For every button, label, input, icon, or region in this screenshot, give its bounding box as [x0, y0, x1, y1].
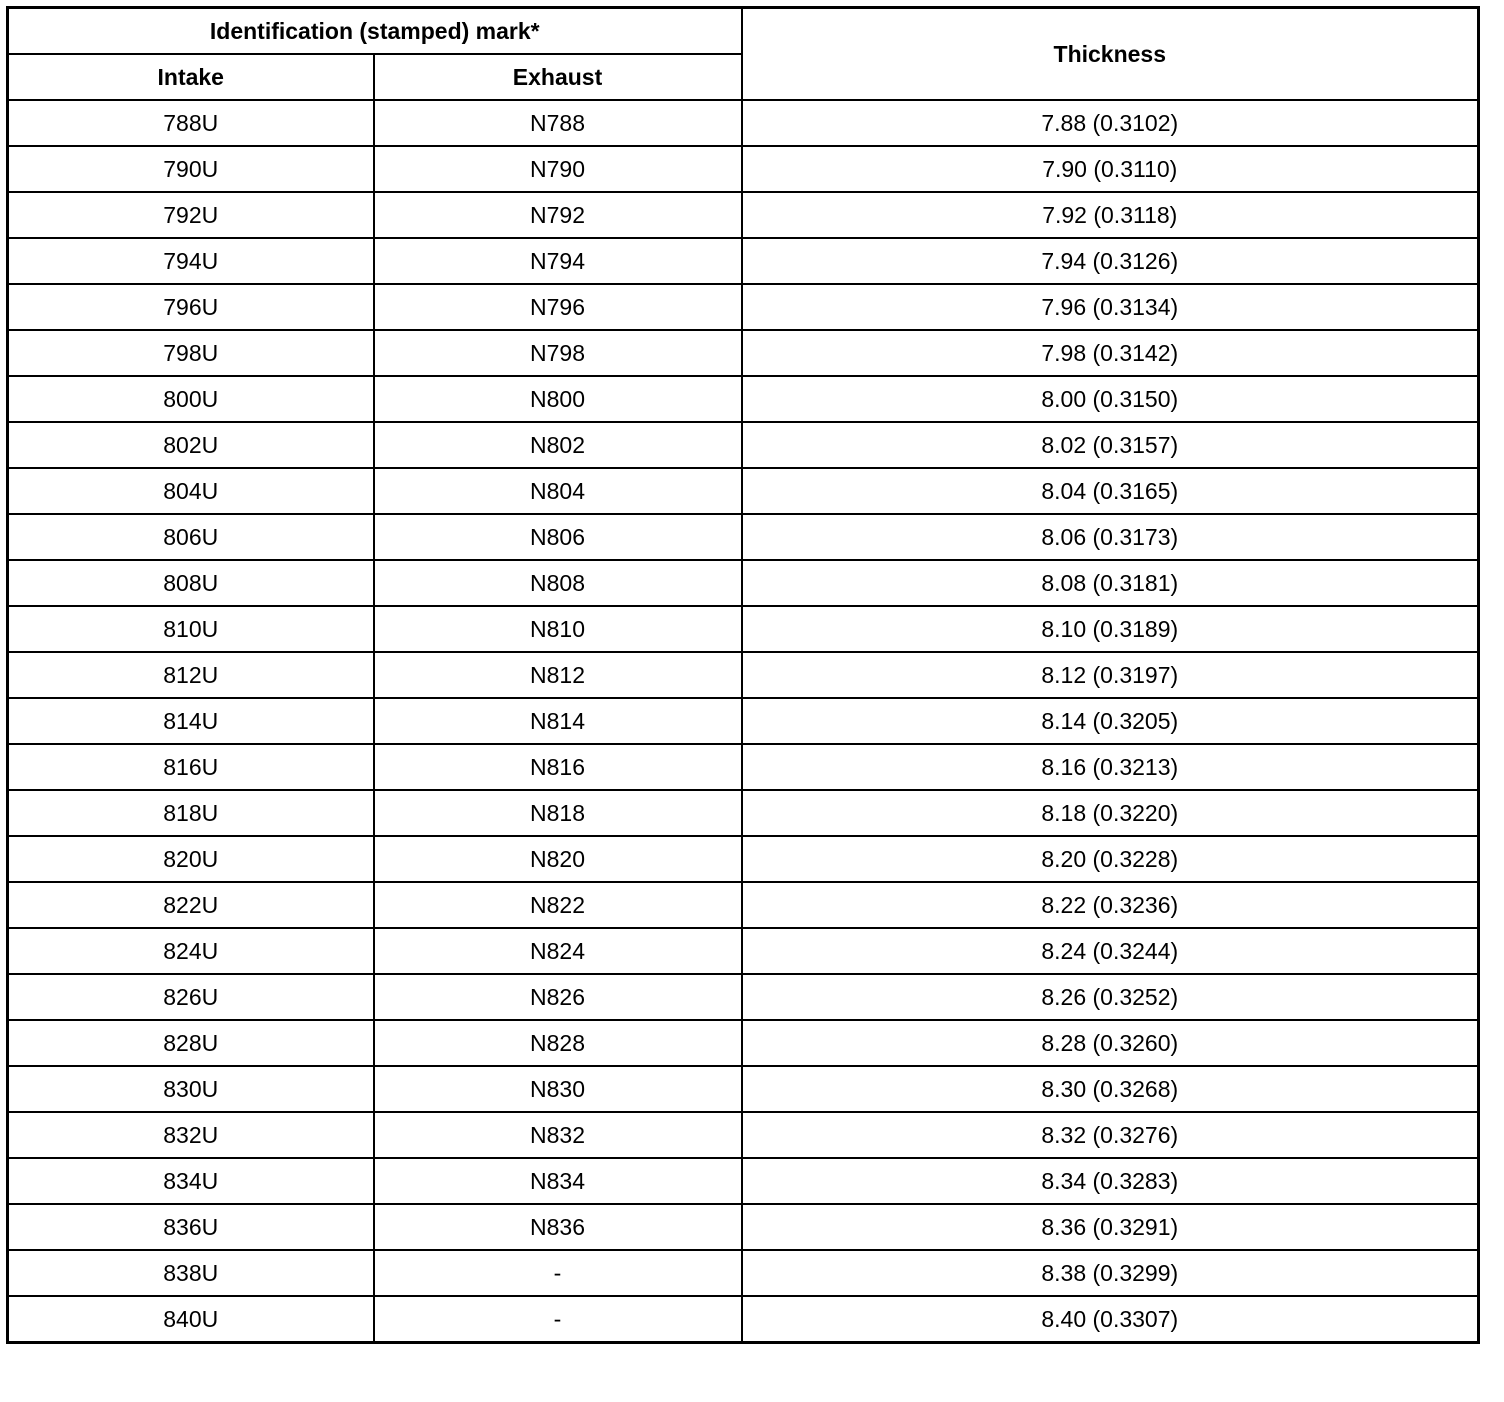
exhaust-cell: N828 — [374, 1020, 742, 1066]
thickness-cell: 8.16 (0.3213) — [742, 744, 1479, 790]
thickness-cell: 8.04 (0.3165) — [742, 468, 1479, 514]
thickness-cell: 7.90 (0.3110) — [742, 146, 1479, 192]
intake-cell: 796U — [8, 284, 374, 330]
exhaust-cell: N794 — [374, 238, 742, 284]
intake-cell: 830U — [8, 1066, 374, 1112]
exhaust-cell: N836 — [374, 1204, 742, 1250]
intake-cell: 832U — [8, 1112, 374, 1158]
table-row — [8, 468, 1479, 514]
thickness-cell: 8.22 (0.3236) — [742, 882, 1479, 928]
thickness-cell: 7.92 (0.3118) — [742, 192, 1479, 238]
intake-cell: 824U — [8, 928, 374, 974]
exhaust-cell: N816 — [374, 744, 742, 790]
table-row — [8, 652, 1479, 698]
thickness-cell: 8.18 (0.3220) — [742, 790, 1479, 836]
table-row — [8, 1296, 1479, 1343]
exhaust-cell: - — [374, 1296, 742, 1343]
intake-cell: 818U — [8, 790, 374, 836]
thickness-cell: 8.08 (0.3181) — [742, 560, 1479, 606]
exhaust-cell: N802 — [374, 422, 742, 468]
exhaust-cell: N810 — [374, 606, 742, 652]
thickness-cell: 7.94 (0.3126) — [742, 238, 1479, 284]
thickness-cell: 7.96 (0.3134) — [742, 284, 1479, 330]
exhaust-cell: N824 — [374, 928, 742, 974]
exhaust-cell: N826 — [374, 974, 742, 1020]
exhaust-cell: N820 — [374, 836, 742, 882]
intake-cell: 828U — [8, 1020, 374, 1066]
table-row — [8, 1020, 1479, 1066]
intake-cell: 826U — [8, 974, 374, 1020]
intake-cell: 836U — [8, 1204, 374, 1250]
table-row — [8, 1112, 1479, 1158]
thickness-cell: 7.98 (0.3142) — [742, 330, 1479, 376]
intake-cell: 822U — [8, 882, 374, 928]
intake-cell: 814U — [8, 698, 374, 744]
intake-cell: 794U — [8, 238, 374, 284]
thickness-cell: 8.14 (0.3205) — [742, 698, 1479, 744]
table-row — [8, 1158, 1479, 1204]
intake-cell: 812U — [8, 652, 374, 698]
thickness-cell: 8.06 (0.3173) — [742, 514, 1479, 560]
table-row — [8, 882, 1479, 928]
thickness-cell: 8.38 (0.3299) — [742, 1250, 1479, 1296]
intake-cell: 838U — [8, 1250, 374, 1296]
table-row — [8, 376, 1479, 422]
exhaust-cell: N806 — [374, 514, 742, 560]
intake-cell: 816U — [8, 744, 374, 790]
exhaust-cell: N800 — [374, 376, 742, 422]
table-body — [8, 100, 1479, 1343]
exhaust-cell: N822 — [374, 882, 742, 928]
exhaust-cell: N798 — [374, 330, 742, 376]
table-header — [8, 8, 1479, 101]
exhaust-cell: N808 — [374, 560, 742, 606]
thickness-cell: 8.00 (0.3150) — [742, 376, 1479, 422]
exhaust-cell: N832 — [374, 1112, 742, 1158]
table-row — [8, 1066, 1479, 1112]
table-row — [8, 146, 1479, 192]
thickness-table — [6, 6, 1480, 1344]
thickness-cell: 8.36 (0.3291) — [742, 1204, 1479, 1250]
thickness-cell: 8.02 (0.3157) — [742, 422, 1479, 468]
exhaust-header: Exhaust — [374, 54, 742, 100]
thickness-cell: 8.28 (0.3260) — [742, 1020, 1479, 1066]
intake-cell: 788U — [8, 100, 374, 146]
intake-cell: 808U — [8, 560, 374, 606]
exhaust-cell: N814 — [374, 698, 742, 744]
exhaust-cell: N792 — [374, 192, 742, 238]
exhaust-cell: N830 — [374, 1066, 742, 1112]
intake-cell: 810U — [8, 606, 374, 652]
intake-cell: 790U — [8, 146, 374, 192]
table-row — [8, 100, 1479, 146]
exhaust-cell: N804 — [374, 468, 742, 514]
table-row — [8, 422, 1479, 468]
thickness-cell: 8.34 (0.3283) — [742, 1158, 1479, 1204]
table-row — [8, 606, 1479, 652]
table-row — [8, 790, 1479, 836]
exhaust-cell: N834 — [374, 1158, 742, 1204]
thickness-cell: 8.40 (0.3307) — [742, 1296, 1479, 1343]
thickness-cell: 8.20 (0.3228) — [742, 836, 1479, 882]
intake-cell: 834U — [8, 1158, 374, 1204]
exhaust-cell: - — [374, 1250, 742, 1296]
table-row — [8, 744, 1479, 790]
header-row-group — [8, 8, 1479, 55]
intake-cell: 840U — [8, 1296, 374, 1343]
intake-cell: 802U — [8, 422, 374, 468]
exhaust-cell: N796 — [374, 284, 742, 330]
intake-cell: 820U — [8, 836, 374, 882]
thickness-cell: 8.24 (0.3244) — [742, 928, 1479, 974]
table-row — [8, 330, 1479, 376]
intake-cell: 792U — [8, 192, 374, 238]
table-row — [8, 1250, 1479, 1296]
intake-header: Intake — [8, 54, 374, 100]
exhaust-cell: N812 — [374, 652, 742, 698]
identification-mark-header: Identification (stamped) mark* — [8, 8, 742, 55]
thickness-cell: 8.30 (0.3268) — [742, 1066, 1479, 1112]
table-row — [8, 928, 1479, 974]
exhaust-cell: N818 — [374, 790, 742, 836]
table-row — [8, 1204, 1479, 1250]
thickness-cell: 8.10 (0.3189) — [742, 606, 1479, 652]
table-row — [8, 284, 1479, 330]
table-row — [8, 192, 1479, 238]
thickness-header: Thickness — [742, 8, 1479, 101]
exhaust-cell: N790 — [374, 146, 742, 192]
table-row — [8, 560, 1479, 606]
intake-cell: 806U — [8, 514, 374, 560]
thickness-cell: 8.32 (0.3276) — [742, 1112, 1479, 1158]
intake-cell: 798U — [8, 330, 374, 376]
thickness-cell: 8.12 (0.3197) — [742, 652, 1479, 698]
intake-cell: 800U — [8, 376, 374, 422]
exhaust-cell: N788 — [374, 100, 742, 146]
thickness-cell: 7.88 (0.3102) — [742, 100, 1479, 146]
thickness-cell: 8.26 (0.3252) — [742, 974, 1479, 1020]
table-row — [8, 974, 1479, 1020]
table-row — [8, 698, 1479, 744]
table-row — [8, 238, 1479, 284]
table-row — [8, 836, 1479, 882]
intake-cell: 804U — [8, 468, 374, 514]
table-row — [8, 514, 1479, 560]
